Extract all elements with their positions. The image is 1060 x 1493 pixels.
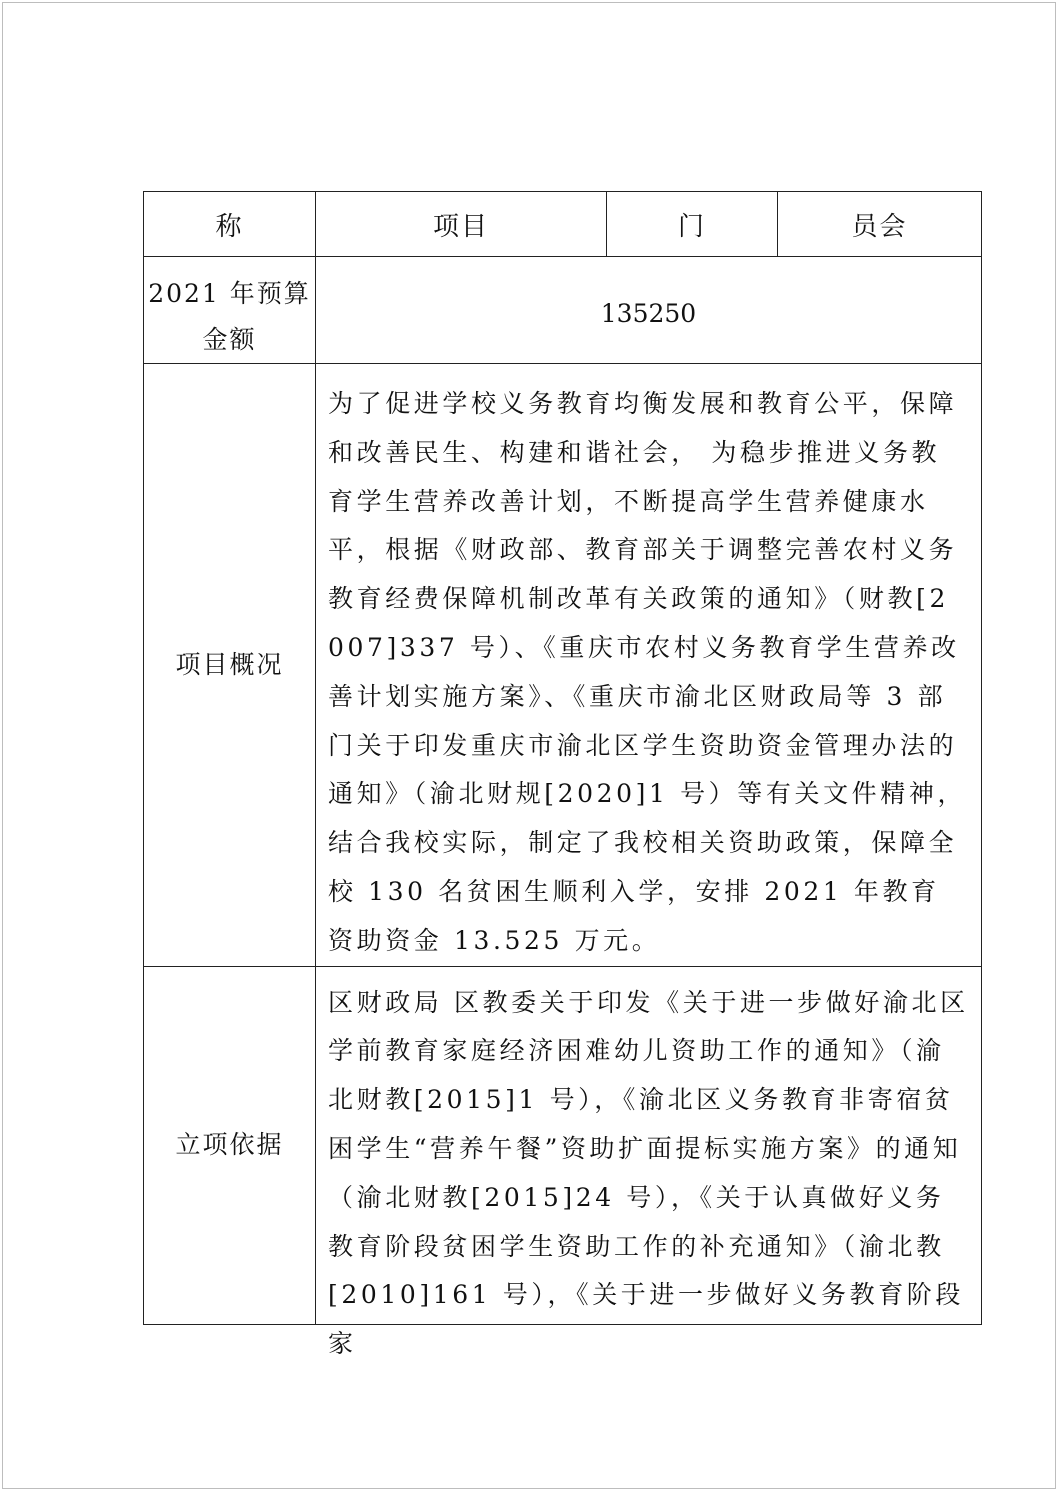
overview-label: 项目概况	[144, 364, 316, 967]
budget-label: 2021 年预算金额	[144, 257, 316, 364]
budget-row	[144, 257, 982, 364]
header-cell-project: 项目	[316, 192, 607, 257]
header-cell-name: 称	[144, 192, 316, 257]
project-info-table	[143, 191, 982, 1359]
overview-content-cell	[316, 364, 982, 967]
basis-text-clip	[328, 979, 971, 1359]
header-cell-committee: 员会	[778, 192, 982, 257]
basis-row	[144, 966, 982, 1324]
overview-row	[144, 364, 982, 967]
header-cell-department: 门	[607, 192, 778, 257]
table-header-row	[144, 192, 982, 257]
overview-text: 为了促进学校义务教育均衡发展和教育公平，保障和改善民生、构建和谐社会， 为稳步推进义务教育学生营养改善计划，不断提高学生营养健康水平，根据《财政部、教育部关于调整完善农村义务教育经费保障机制改革有关政策的通知》（财教[2007]337 号）、《重庆市农村义务教育学生营养改善计划实施方案》、《重庆市渝北区财政局等 3 部门关于印发重庆市渝北区学生资助资金管理办法的通知》（渝北财规[2020]1 号）等有关文件精神，结合我校实际，制定了我校相关资助政策，保障全校 130 名贫困生顺利入学，安排 2021 年教育资助资金 13.525 万元。	[328, 389, 967, 955]
basis-content-cell	[316, 966, 982, 1359]
basis-label: 立项依据	[144, 966, 316, 1324]
basis-text: 区财政局 区教委关于印发《关于进一步做好渝北区学前教育家庭经济困难幼儿资助工作的通知》（渝北财教[2015]1 号），《渝北区义务教育非寄宿贫困学生“营养午餐”资助扩面提标实施方案》的通知（渝北财教[2015]24 号），《关于认真做好义务教育阶段贫困学生资助工作的补充通知》（渝北教[2010]161 号），《关于进一步做好义务教育阶段家	[328, 987, 969, 1359]
budget-amount: 135250	[316, 257, 982, 364]
